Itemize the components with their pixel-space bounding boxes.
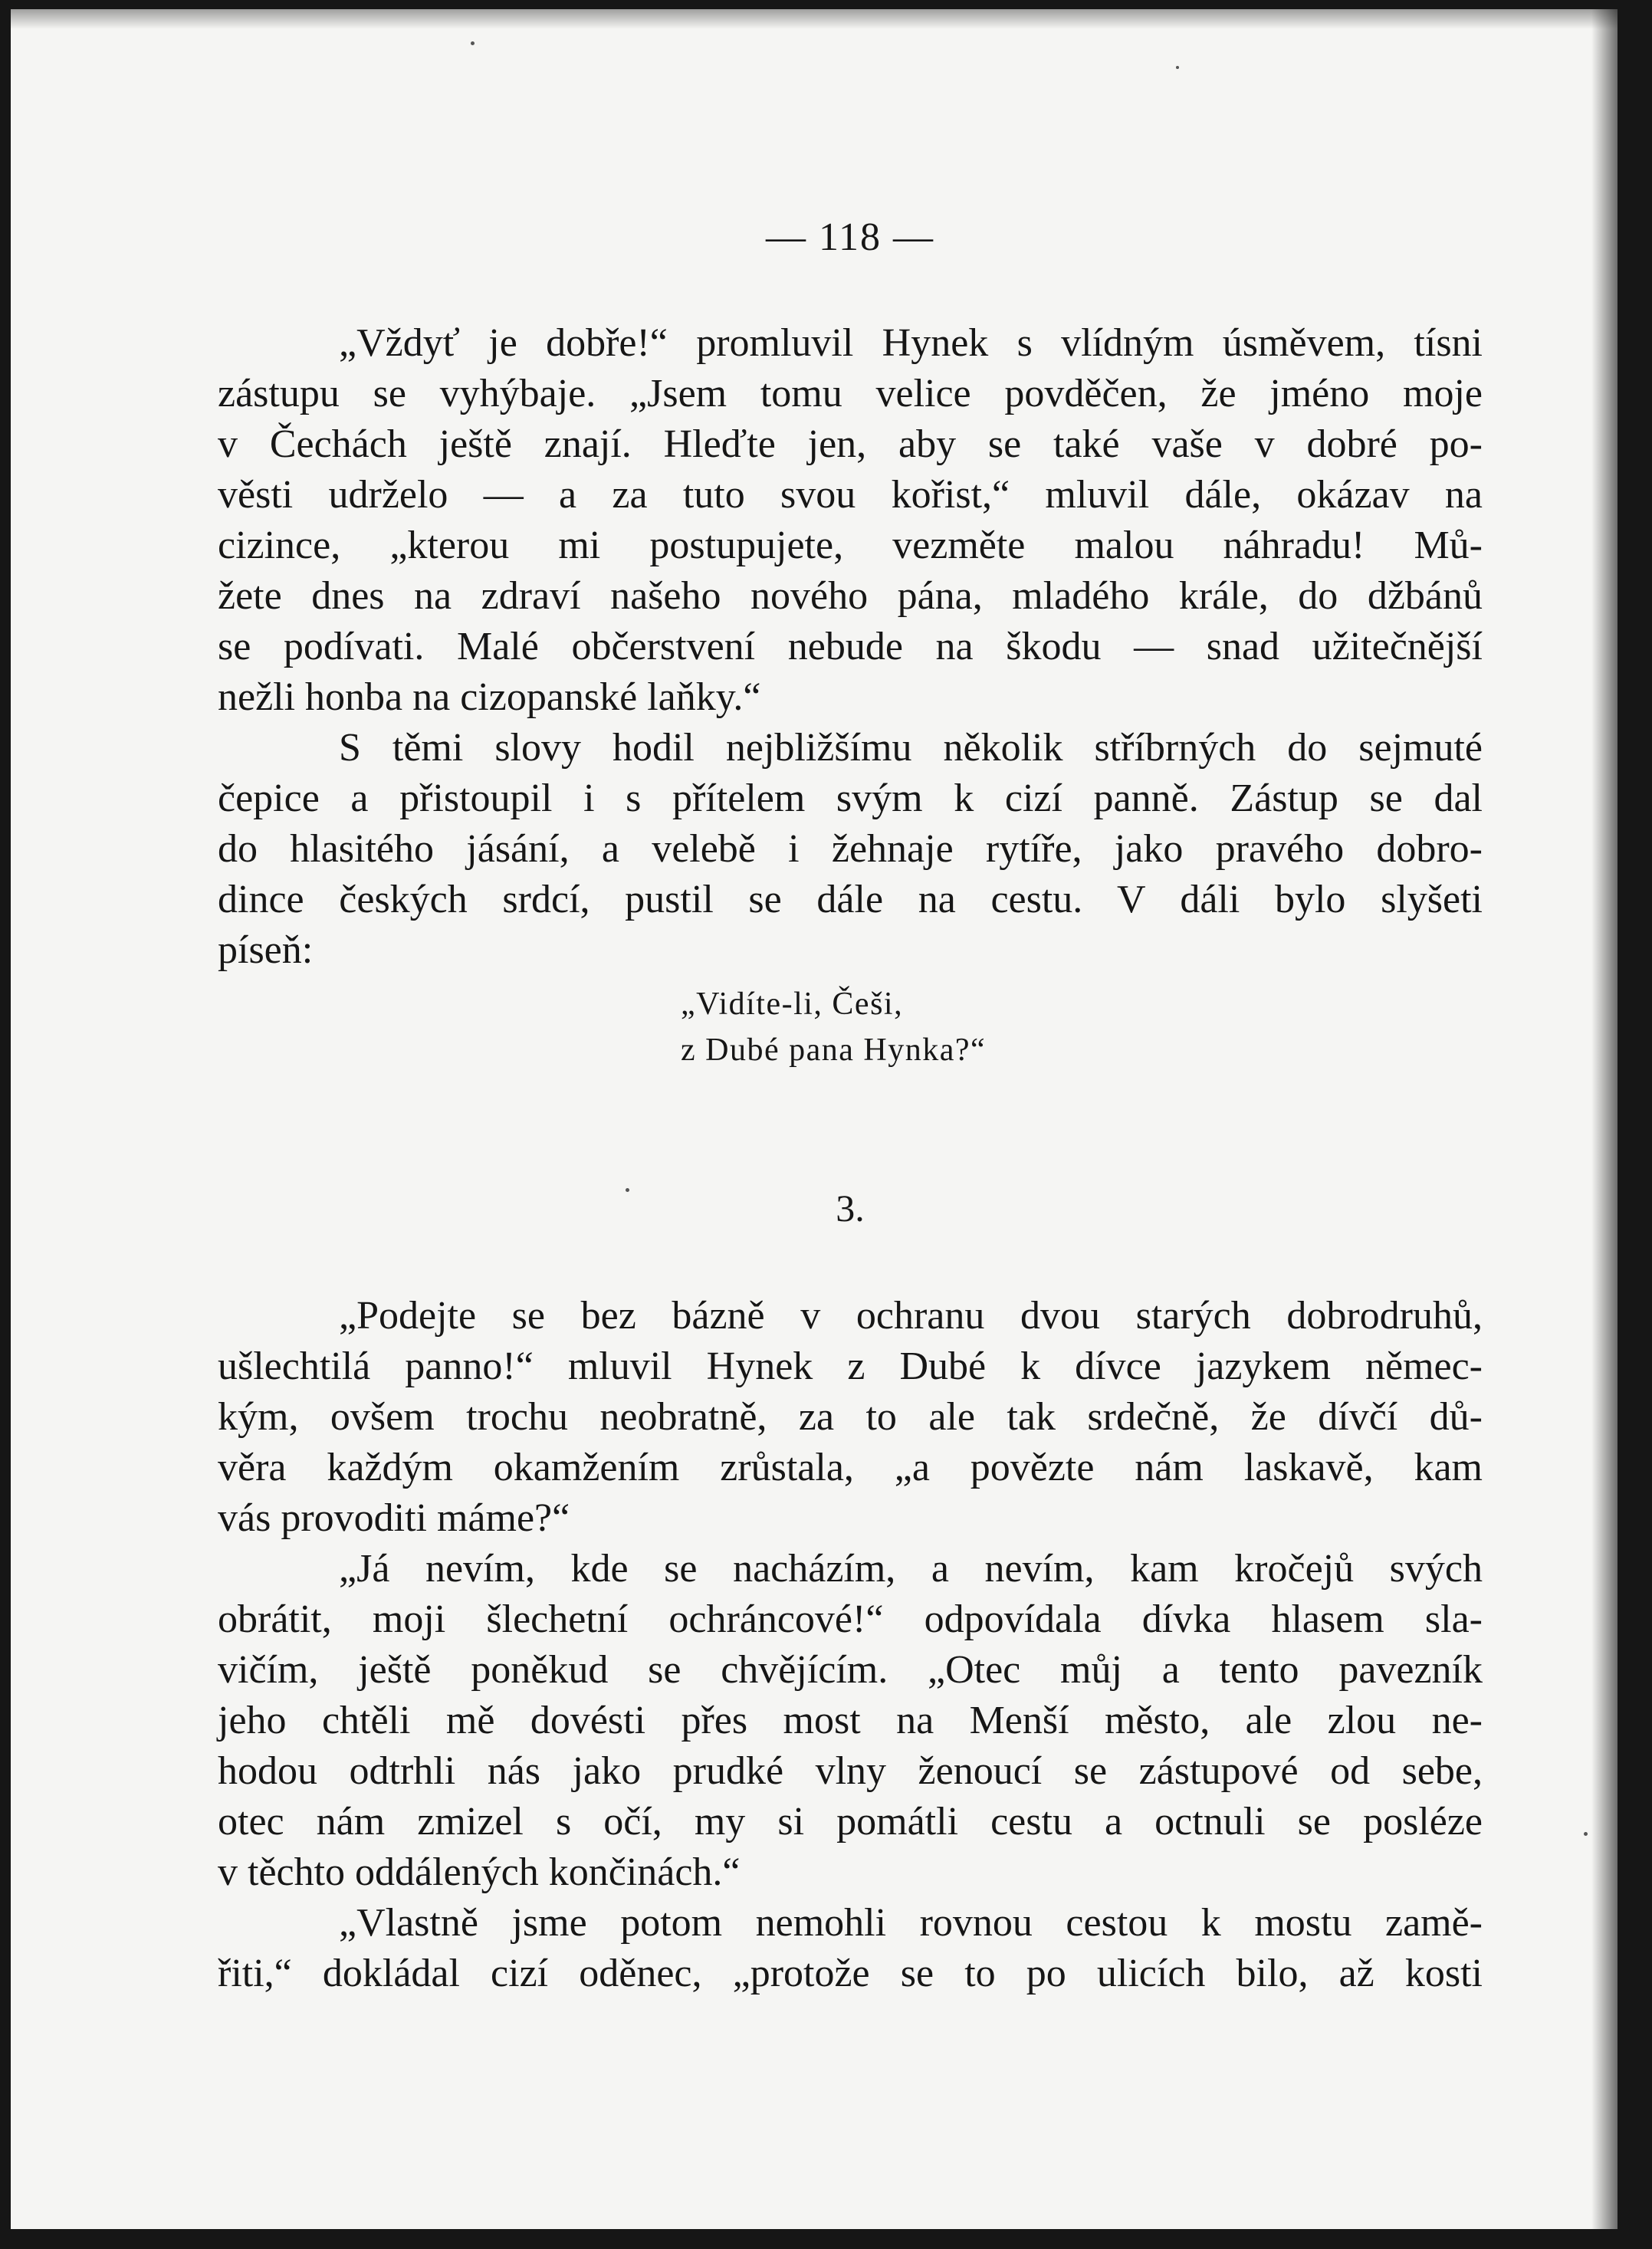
book-page <box>11 9 1618 2229</box>
text-line: ušlechtilá panno!“ mluvil Hynek z Dubé k dívce jazykem němec- <box>218 1344 1483 1388</box>
verse-line: z Dubé pana Hynka?“ <box>681 1033 987 1068</box>
text-line: obrátit, moji šlechetní ochráncové!“ odpovídala dívka hlasem sla- <box>218 1597 1483 1641</box>
text-line: hodou odtrhli nás jako prudké vlny ženoucí se zástupové od sebe, <box>218 1749 1483 1793</box>
text-line: řiti,“ dokládal cizí oděnec, „protože se to po ulicích bilo, až kosti <box>218 1952 1483 1995</box>
text-line: věra každým okamžením zrůstala, „a povězte nám laskavě, kam <box>218 1446 1483 1489</box>
text-line: v Čechách ještě znají. Hleďte jen, aby se také vaše v dobré po- <box>218 422 1483 466</box>
text-line: píseň: <box>218 928 314 972</box>
text-line: dince českých srdcí, pustil se dále na cestu. V dáli bylo slyšeti <box>218 878 1483 921</box>
page-edge-shadow <box>1591 9 1618 2229</box>
text-line: žete dnes na zdraví našeho nového pána, mladého krále, do džbánů <box>218 574 1483 618</box>
section-number: 3. <box>836 1187 865 1230</box>
text-line: kým, ovšem trochu neobratně, za to ale tak srdečně, že dívčí dů- <box>218 1395 1483 1439</box>
paper-speck <box>471 41 475 45</box>
text-line: do hlasitého jásání, a velebě i žehnaje rytíře, jako pravého dobro- <box>218 827 1483 871</box>
text-line: otec nám zmizel s očí, my si pomátli cestu a octnuli se posléze <box>218 1800 1483 1844</box>
text-line: jeho chtěli mě dovésti přes most na Menší město, ale zlou ne- <box>218 1699 1483 1742</box>
paper-speck <box>1176 66 1179 69</box>
text-line: „Vlastně jsme potom nemohli rovnou cestou k mostu zamě- <box>339 1901 1483 1945</box>
text-line: vás provoditi máme?“ <box>218 1496 570 1540</box>
page-number: — 118 — <box>765 215 935 259</box>
text-line: „Podejte se bez bázně v ochranu dvou starých dobrodruhů, <box>339 1294 1483 1338</box>
text-line: S těmi slovy hodil nejbližšímu několik stříbrných do sejmuté <box>339 726 1483 770</box>
text-line: věsti udrželo — a za tuto svou kořist,“ mluvil dále, okázav na <box>218 473 1483 517</box>
text-line: cizince, „kterou mi postupujete, vezměte malou náhradu! Mů- <box>218 524 1483 567</box>
verse-line: „Vidíte-li, Češi, <box>681 987 904 1022</box>
text-line: nežli honba na cizopanské laňky.“ <box>218 675 761 719</box>
text-line: „Já nevím, kde se nacházím, a nevím, kam kročejů svých <box>339 1547 1483 1591</box>
text-line: se podívati. Malé občerstvení nebude na škodu — snad užitečnější <box>218 625 1483 668</box>
text-line: v těchto oddálených končinách.“ <box>218 1850 741 1894</box>
page-top-shadow <box>11 9 1618 29</box>
text-line: zástupu se vyhýbaje. „Jsem tomu velice povděčen, že jméno moje <box>218 372 1483 415</box>
text-line: vičím, ještě poněkud se chvějícím. „Otec můj a tento pavezník <box>218 1648 1483 1692</box>
text-line: „Vždyť je dobře!“ promluvil Hynek s vlídným úsměvem, tísni <box>339 321 1483 365</box>
text-line: čepice a přistoupil i s přítelem svým k cizí panně. Zástup se dal <box>218 776 1483 820</box>
paper-speck <box>1584 1832 1588 1836</box>
